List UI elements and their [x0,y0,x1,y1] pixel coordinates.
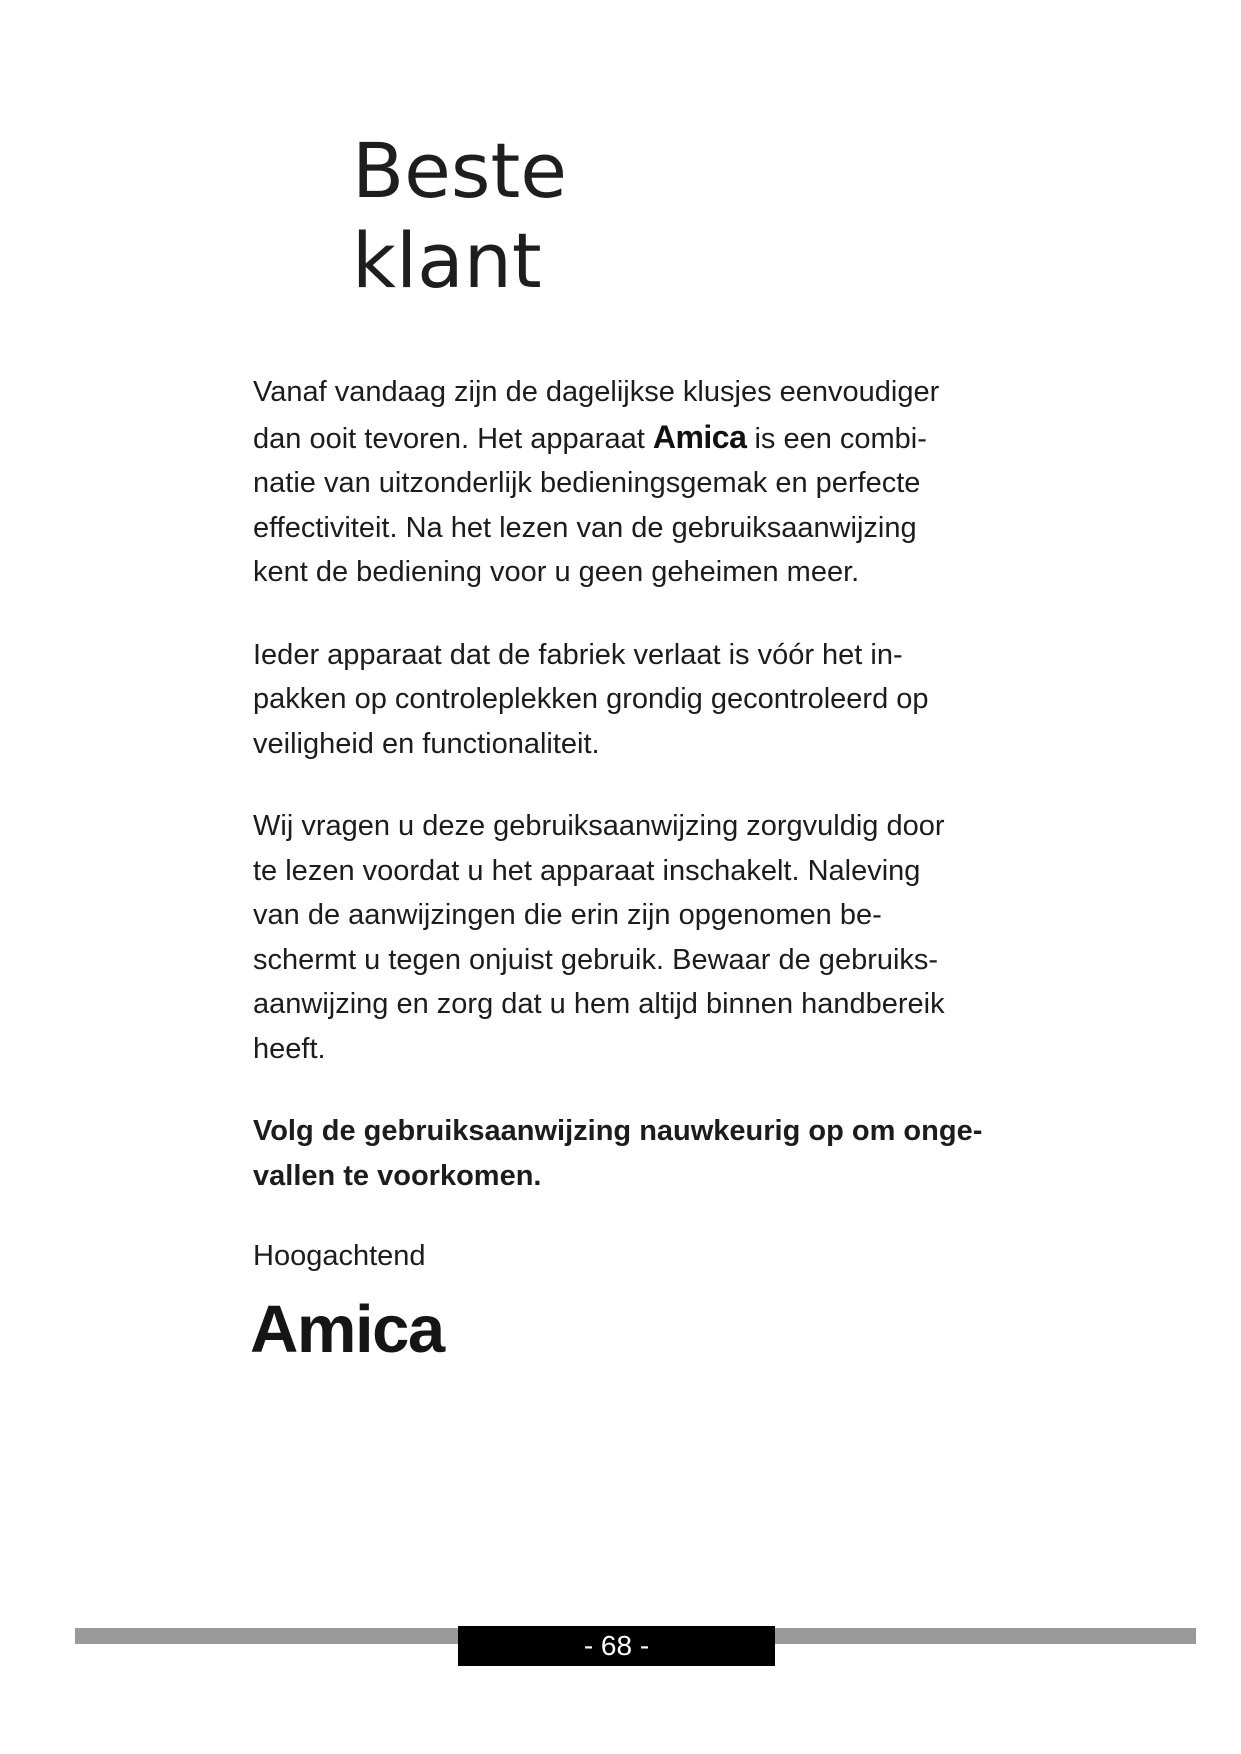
text-line: aanwijzing en zorg dat u hem altijd binnen handbereik [253,988,945,1020]
paragraph-warning [253,1109,1003,1198]
paragraph-instructions [253,804,1003,1071]
paragraph-intro [253,370,1003,595]
text-line: pakken op controleplekken grondig gecontroleerd op [253,683,929,715]
text-line: van de aanwijzingen die erin zijn opgenomen be- [253,899,882,931]
amica-signature-logo: Amica [250,1292,444,1367]
title-line-2: klant [352,216,542,305]
title-line-1: Beste [352,126,568,215]
text-line: veiligheid en functionaliteit. [253,727,600,760]
text-line: vallen te voorkomen. [253,1159,542,1192]
amica-inline-logo: Amica [652,418,747,455]
text-segment: is een combi- [746,422,927,455]
page-title [352,126,567,306]
page-number: - 68 - [458,1626,775,1666]
text-line: schermt u tegen onjuist gebruik. Bewaar de gebruiks- [253,943,939,976]
text-line: Wij vragen u deze gebruiksaanwijzing zorgvuldig door [253,810,945,842]
text-line: Ieder apparaat dat de fabriek verlaat is vóór het in- [253,638,903,671]
text-line: effectiviteit. Na het lezen van de gebruiksaanwijzing [253,511,917,544]
text-line: kent de bediening voor u geen geheimen meer. [253,556,860,588]
text-line: natie van uitzonderlijk bedieningsgemak en perfecte [253,467,921,499]
text-line: Vanaf vandaag zijn de dagelijkse klusjes eenvoudiger [253,376,940,408]
text-segment: dan ooit tevoren. Het apparaat [253,422,645,455]
paragraph-quality [253,633,1003,767]
text-line [253,415,1003,462]
letter-body [253,370,1003,1236]
text-line: heeft. [253,1032,326,1065]
closing-salutation: Hoogachtend [253,1240,426,1272]
text-line: te lezen voordat u het apparaat inschakelt. Naleving [253,854,921,887]
text-line: Volg de gebruiksaanwijzing nauwkeurig op om onge- [253,1115,983,1147]
